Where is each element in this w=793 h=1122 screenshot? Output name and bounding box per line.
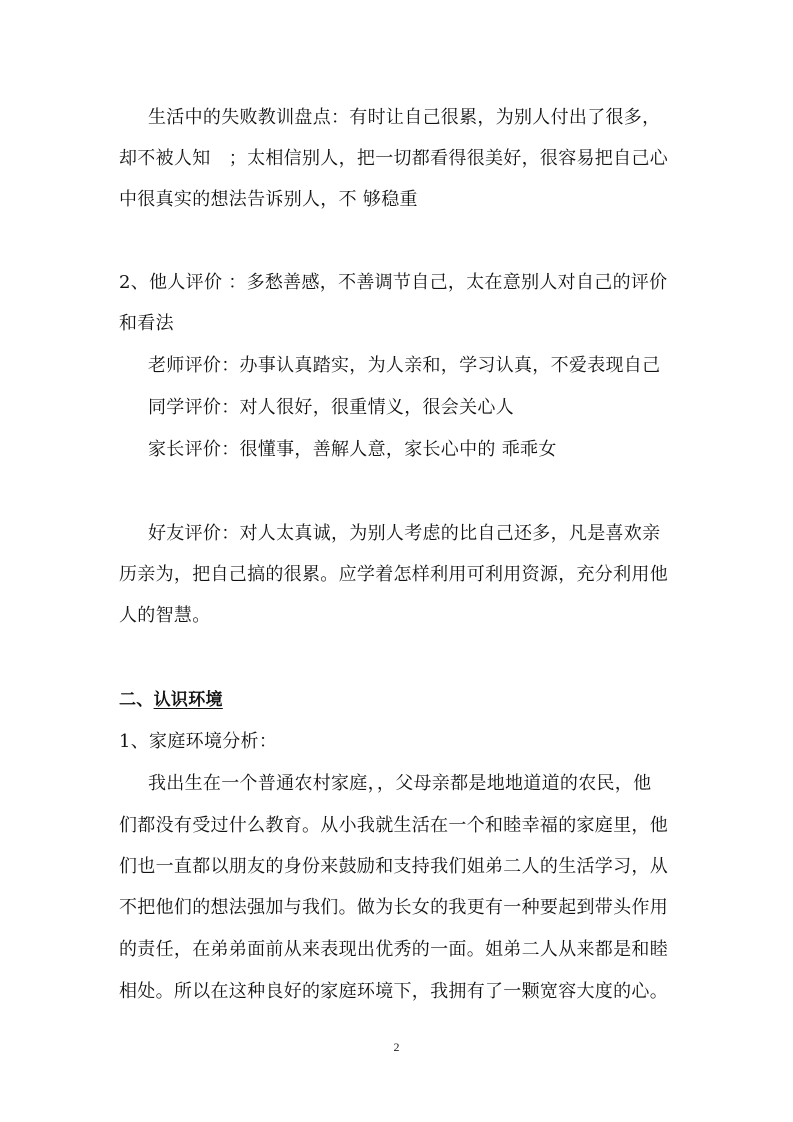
family-line-1: 我出生在一个普通农村家庭，，父母亲都是地地道道的农民，他 [148,773,652,794]
friend-evaluation-line-1: 好友评价：对人太真诚，为别人考虑的比自己还多，凡是喜欢亲 [148,523,661,544]
family-line-4: 不把他们的想法强加与我们。做为长女的我更有一种要起到带头作用 [119,897,668,918]
section-heading [119,688,223,712]
friend-evaluation-line-3: 人的智慧。 [119,605,211,626]
others-evaluation-line-1: 2、他人评价 ：多愁善感，不善调节自己，太在意别人对自己的评价 [119,272,668,293]
parent-evaluation: 家长评价：很懂事，善解人意，家长心中的 乖乖女 [148,439,557,460]
family-analysis-heading: 1、家庭环境分析： [119,731,278,752]
section-number: 二、 [119,690,154,710]
family-line-3: 们也一直都以朋友的身份来鼓励和支持我们姐弟二人的生活学习，从 [119,856,668,877]
section-title: 认识环境 [153,690,223,710]
family-line-5: 的责任，在弟弟面前从来表现出优秀的一面。姐弟二人从来都是和睦 [119,939,668,960]
teacher-evaluation: 老师评价：办事认真踏实，为人亲和，学习认真，不爱表现自己 [148,355,661,376]
lessons-line-2: 却不被人知 ；太相信别人，把一切都看得很美好，很容易把自己心 [119,148,668,169]
lessons-line-3: 中很真实的想法告诉别人，不 够稳重 [119,189,418,210]
family-line-2: 们都没有受过什么教育。从小我就生活在一个和睦幸福的家庭里，他 [119,815,668,836]
others-evaluation-line-2: 和看法 [119,313,174,334]
page-number: 2 [393,1040,400,1054]
family-line-6: 相处。所以在这种良好的家庭环境下，我拥有了一颗宽容大度的心。 [119,981,668,1002]
friend-evaluation-line-2: 历亲为，把自己搞的很累。应学着怎样利用可利用资源，充分利用他 [119,564,668,585]
classmate-evaluation: 同学评价：对人很好，很重情义，很会关心人 [148,397,514,418]
lessons-line-1: 生活中的失败教训盘点：有时让自己很累，为别人付出了很多， [148,107,661,128]
